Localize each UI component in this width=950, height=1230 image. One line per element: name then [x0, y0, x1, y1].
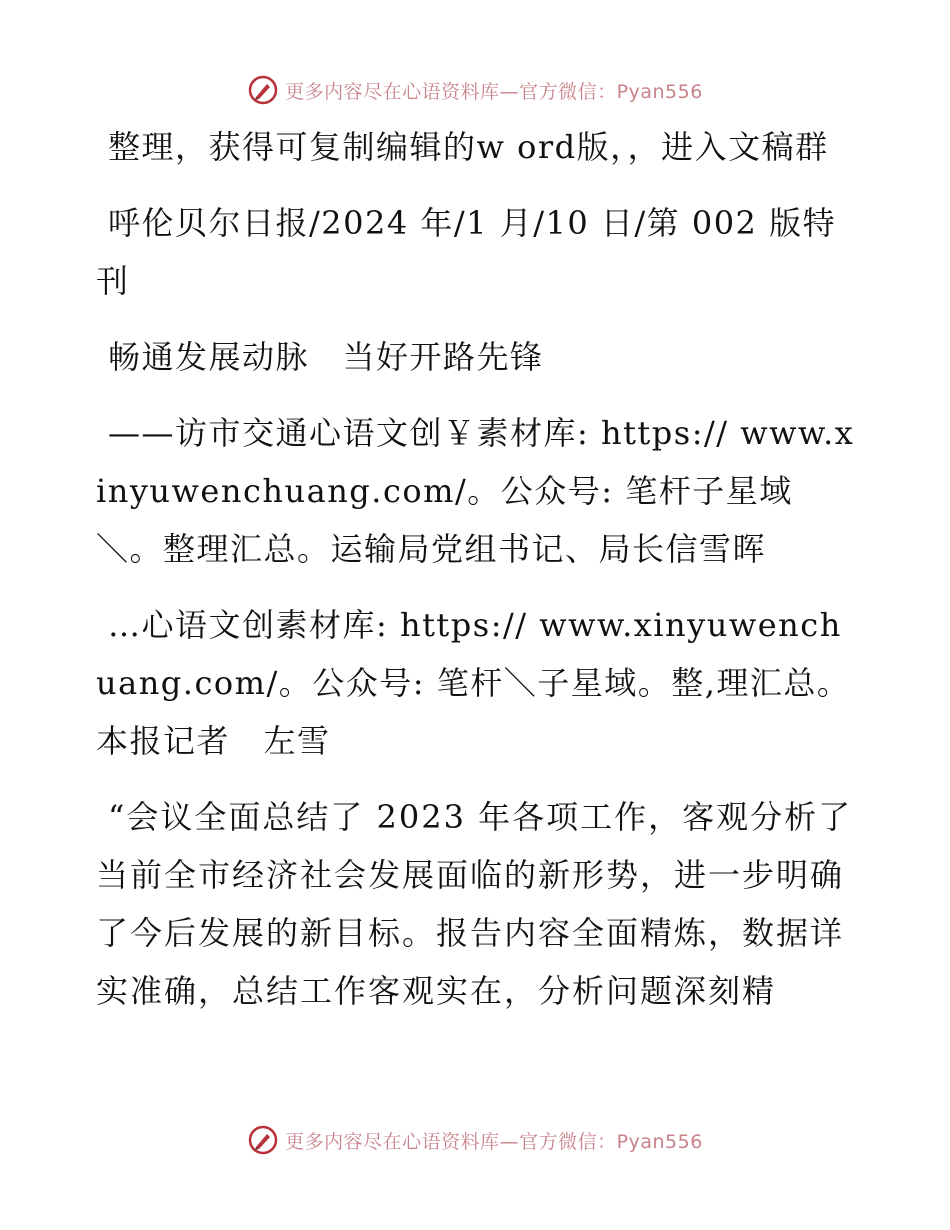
footer-watermark-banner	[0, 1120, 950, 1160]
watermark-text: 更多内容尽在心语资料库—官方微信：Pyan556	[285, 1130, 703, 1153]
article-title: 畅通发展动脉 当好开路先锋	[108, 338, 544, 376]
pen-circle-logo-icon	[247, 1124, 279, 1156]
watermark-text: 更多内容尽在心语资料库—官方微信：Pyan556	[285, 80, 703, 103]
paragraph-source-line: 呼伦贝尔日报/2024 年/1 月/10 日/第 002 版特刊	[96, 204, 837, 300]
footer-watermark	[247, 1124, 703, 1156]
article-subtitle: ——访市交通心语文创￥素材库: https:// www.xinyuwenchuang.com/。公众号: 笔杆子星域＼。整理汇总。运输局党组书记、局长信雪晖	[96, 414, 855, 568]
header-watermark	[247, 74, 703, 106]
body-paragraph: “会议全面总结了 2023 年各项工作，客观分析了当前全市经济社会发展面临的新形势，进一步明确了今后发展的新目标。报告内容全面精炼，数据详实准确，总结工作客观实在，分析问题深刻精	[96, 798, 853, 1010]
byline-paragraph: …心语文创素材库: https:// www.xinyuwenchuang.com/。公众号: 笔杆＼子星域。整,理汇总。本报记者 左雪	[96, 606, 851, 760]
pen-circle-logo-icon	[247, 74, 279, 106]
paragraph-intro-note: 整理，获得可复制编辑的w ord版，，进入文稿群	[108, 128, 829, 166]
document-body	[96, 118, 856, 1038]
header-watermark-banner	[0, 70, 950, 110]
